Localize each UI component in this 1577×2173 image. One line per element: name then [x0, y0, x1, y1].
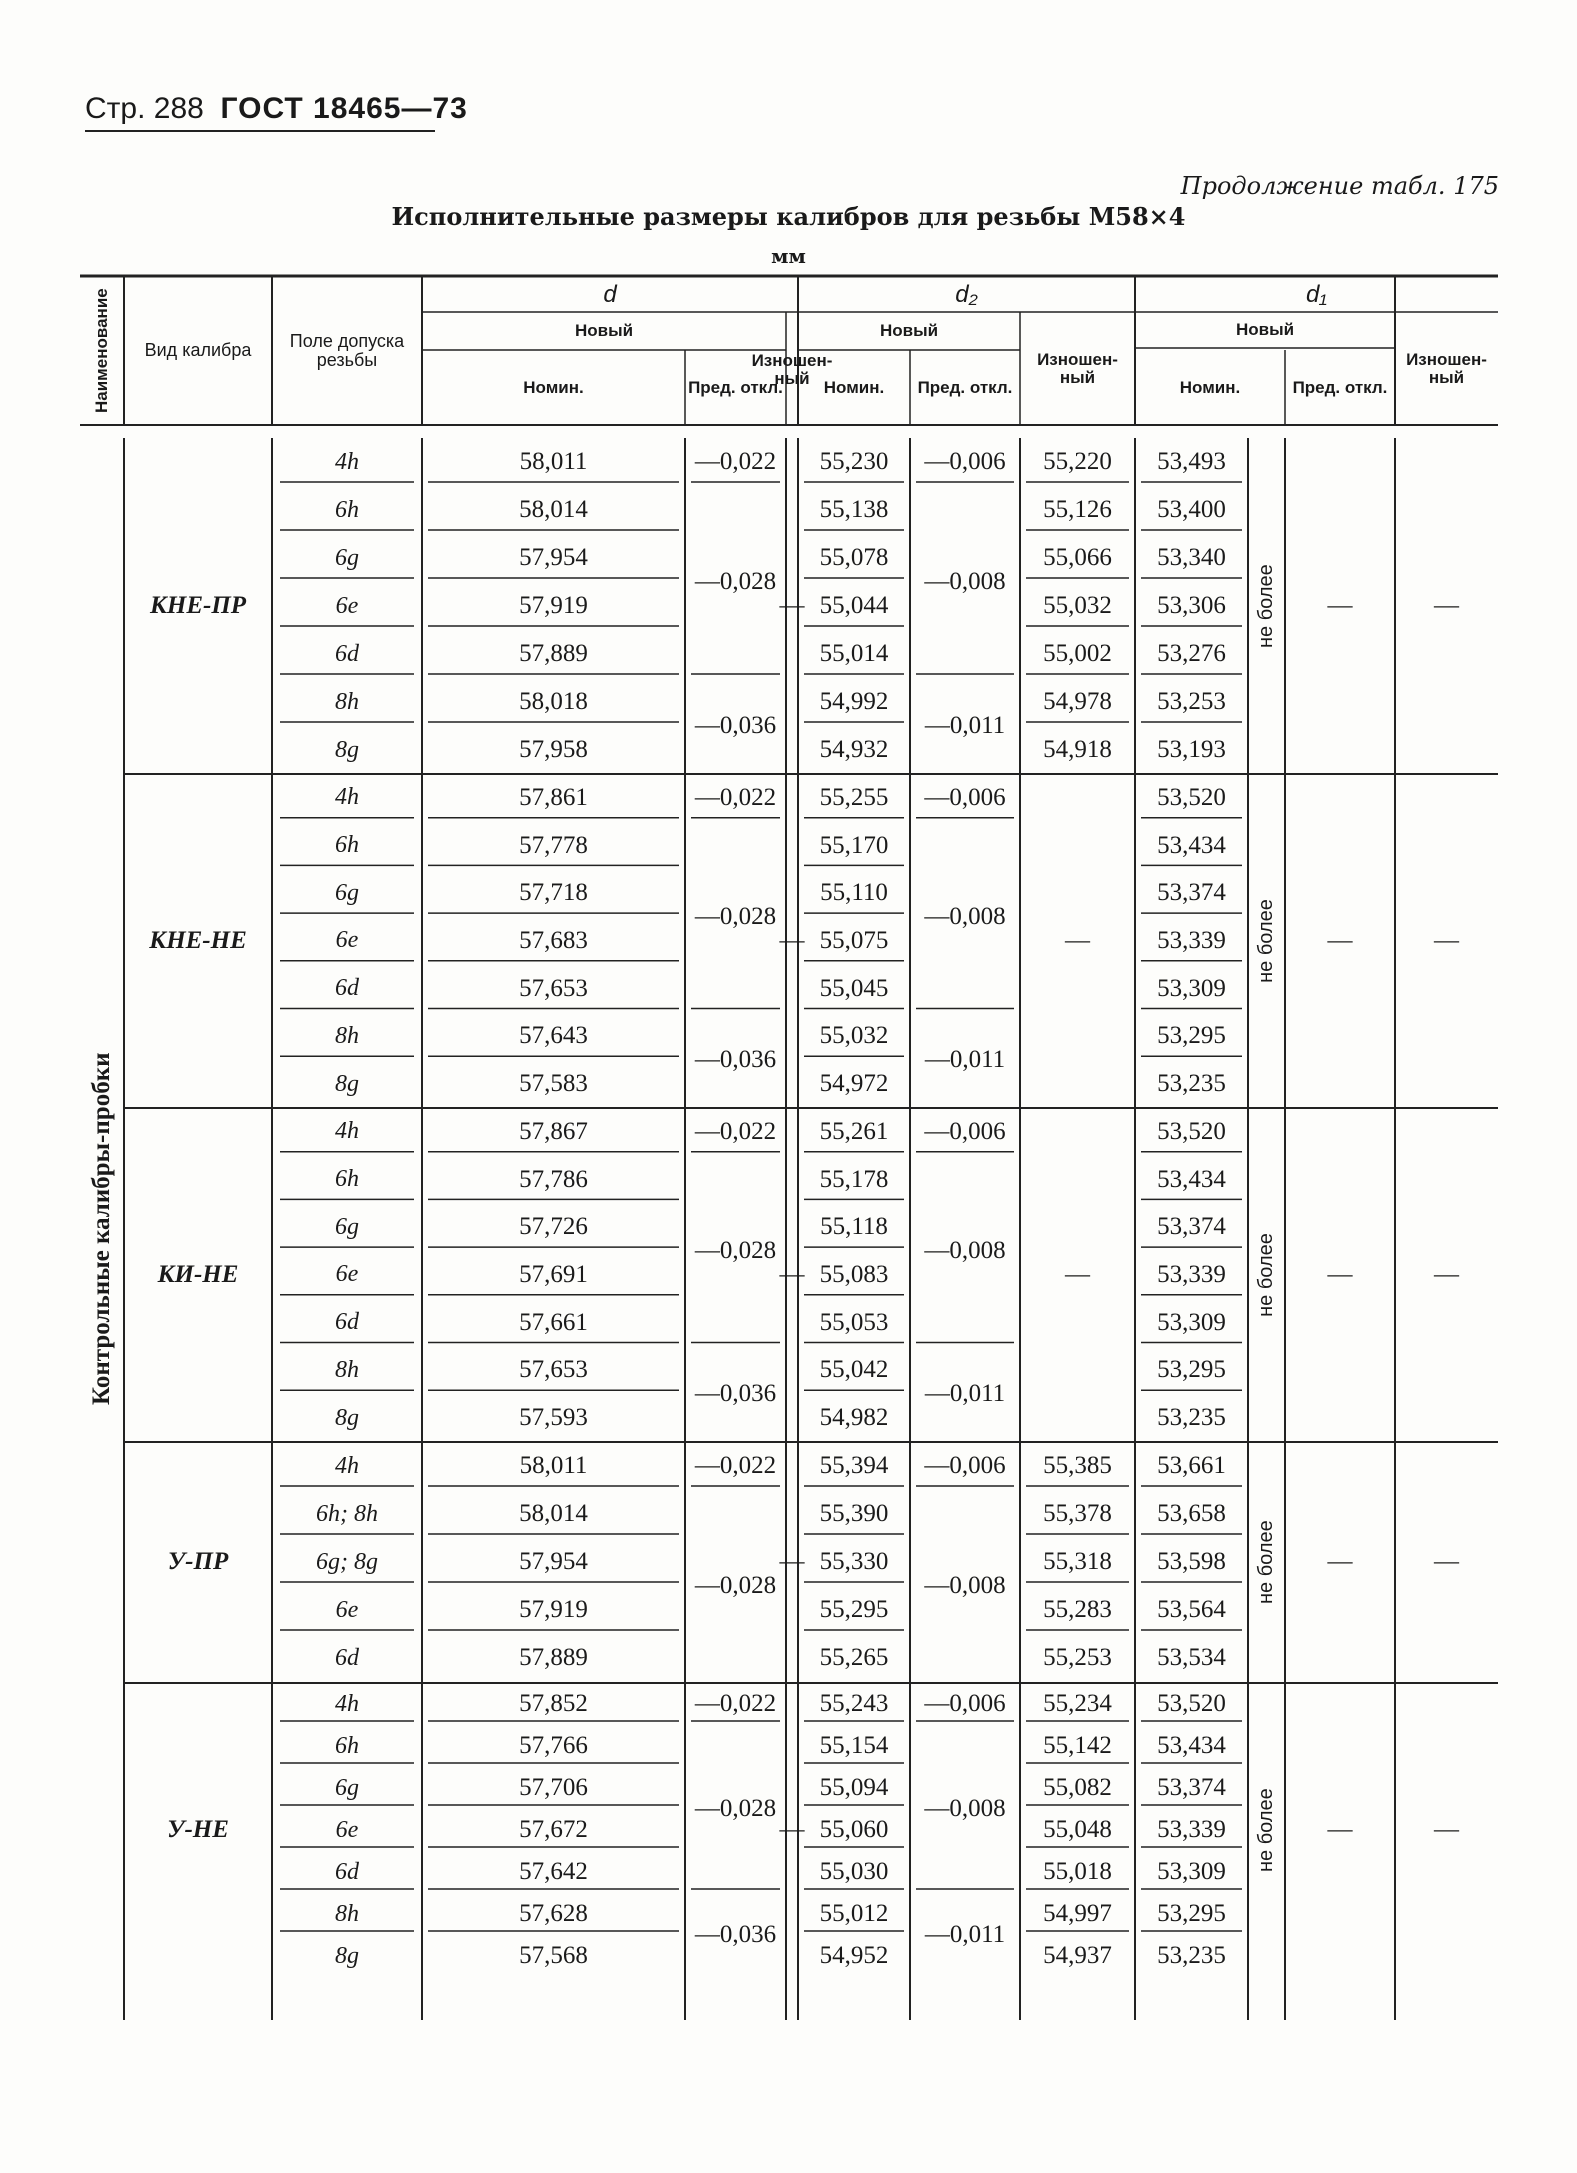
d2-nominal-cell: 55,178	[819, 1165, 889, 1193]
header-d2-new: Новый	[879, 321, 939, 340]
d2-nominal-cell: 55,014	[819, 640, 889, 667]
d2-nominal-cell: 55,110	[820, 879, 888, 907]
header-d2-dev: Пред. откл.	[917, 377, 1013, 397]
d2-worn-cell: 55,220	[1043, 448, 1112, 475]
d1-nominal-cell: 53,340	[1157, 544, 1226, 571]
field-cell: 6e	[335, 1596, 359, 1623]
d1-deviation-cell: —	[1327, 592, 1353, 619]
not-more-label: не более	[1255, 564, 1277, 648]
field-cell: 6h	[335, 1166, 359, 1193]
d1-nominal-cell: 53,295	[1157, 1356, 1226, 1384]
d-deviation-cell: —0,036	[694, 1380, 777, 1408]
side-label: Контрольные калибры-пробки	[88, 1052, 115, 1406]
d2-worn-cell: 55,253	[1043, 1644, 1112, 1671]
d-nominal-cell: 58,014	[519, 496, 588, 523]
d-nominal-cell: 57,889	[519, 640, 588, 667]
d2-nominal-cell: 55,032	[819, 1022, 889, 1050]
field-cell: 6g	[335, 1213, 359, 1240]
d1-nominal-cell: 53,520	[1157, 783, 1226, 811]
header-d1: d₁	[1306, 280, 1327, 308]
d-nominal-cell: 57,766	[519, 1732, 588, 1759]
standard-code: ГОСТ 18465—73	[220, 92, 468, 125]
header-d2-worn: Изношен-ный	[1037, 349, 1118, 387]
d1-nominal-cell: 53,306	[1157, 592, 1226, 619]
field-cell: 6g	[335, 1774, 359, 1801]
d1-nominal-cell: 53,309	[1157, 1308, 1226, 1336]
d-deviation-cell: —0,022	[694, 783, 777, 811]
d-nominal-cell: 57,919	[519, 1596, 588, 1623]
field-cell: 6d	[335, 640, 359, 667]
field-cell: 8h	[335, 688, 359, 715]
d1-nominal-cell: 53,374	[1157, 1213, 1226, 1241]
d2-deviation-cell: —0,006	[924, 1117, 1006, 1145]
d-nominal-cell: 57,786	[519, 1165, 588, 1193]
d2-nominal-cell: 55,118	[820, 1213, 888, 1241]
d-nominal-cell: 57,653	[519, 974, 588, 1002]
header-name: Наименование	[92, 288, 111, 413]
d-nominal-cell: 57,672	[519, 1816, 588, 1843]
not-more-label: не более	[1255, 1788, 1277, 1872]
d-deviation-cell: —0,028	[694, 568, 777, 595]
d2-worn-cell: 55,082	[1043, 1774, 1112, 1801]
d-worn-cell: —	[779, 592, 805, 619]
gauge-type-4: У-НЕ	[167, 1816, 229, 1843]
header-kind: Вид калибра	[144, 340, 252, 360]
d-nominal-cell: 57,726	[519, 1213, 588, 1241]
d-deviation-cell: —0,036	[694, 1046, 777, 1074]
field-cell: 4h	[335, 448, 359, 475]
d1-deviation-cell: —	[1327, 1260, 1353, 1288]
d1-worn-cell: —	[1434, 1816, 1459, 1843]
d1-deviation-cell: —	[1327, 1816, 1353, 1843]
d-deviation-cell: —0,022	[694, 1452, 777, 1479]
d-deviation-cell: —0,028	[694, 1795, 777, 1822]
d2-worn-cell: 55,032	[1043, 592, 1112, 619]
field-cell: 8h	[335, 1900, 359, 1927]
d2-deviation-cell: —0,008	[924, 1572, 1006, 1599]
field-cell: 6d	[335, 975, 359, 1002]
d1-nominal-cell: 53,339	[1157, 926, 1226, 954]
not-more-label: не более	[1255, 1233, 1277, 1317]
d1-nominal-cell: 53,235	[1157, 1404, 1226, 1432]
d2-deviation-cell: —0,006	[924, 448, 1006, 475]
d2-worn-cell: —	[1065, 926, 1090, 954]
d2-nominal-cell: 55,390	[819, 1500, 889, 1527]
d2-nominal-cell: 55,012	[819, 1900, 889, 1927]
d2-worn-cell: 54,937	[1043, 1942, 1112, 1969]
d2-nominal-cell: 55,330	[819, 1548, 889, 1575]
d2-deviation-cell: —0,011	[924, 712, 1006, 739]
field-cell: 6h; 8h	[316, 1500, 378, 1527]
d2-worn-cell: 55,002	[1043, 640, 1112, 667]
d2-deviation-cell: —0,011	[924, 1921, 1006, 1948]
d-nominal-cell: 57,568	[519, 1942, 588, 1969]
table-title: Исполнительные размеры калибров для резьбы М58×4	[391, 202, 1186, 231]
d1-worn-cell: —	[1434, 926, 1459, 954]
d2-worn-cell: 55,385	[1043, 1452, 1112, 1479]
d-nominal-cell: 58,011	[519, 1452, 588, 1479]
d1-nominal-cell: 53,253	[1157, 688, 1226, 715]
header-d-dev: Пред. откл.	[688, 377, 783, 397]
table-unit: мм	[771, 244, 806, 268]
field-cell: 6e	[335, 592, 359, 619]
field-cell: 4h	[335, 784, 359, 811]
d-nominal-cell: 57,718	[519, 879, 588, 907]
d1-nominal-cell: 53,434	[1157, 1165, 1226, 1193]
d1-nominal-cell: 53,564	[1157, 1596, 1226, 1623]
d1-nominal-cell: 53,235	[1157, 1070, 1226, 1098]
d2-deviation-cell: —0,006	[924, 1452, 1006, 1479]
d-nominal-cell: 57,954	[519, 1548, 588, 1575]
d1-worn-cell: —	[1434, 592, 1459, 619]
field-cell: 6h	[335, 496, 359, 523]
d-nominal-cell: 58,014	[519, 1500, 588, 1527]
d2-nominal-cell: 55,030	[819, 1858, 889, 1885]
d1-nominal-cell: 53,295	[1157, 1900, 1226, 1927]
d2-nominal-cell: 55,265	[819, 1644, 889, 1671]
header-d: d	[603, 280, 617, 308]
d1-nominal-cell: 53,661	[1157, 1452, 1226, 1479]
d2-nominal-cell: 55,255	[819, 783, 889, 811]
d1-nominal-cell: 53,658	[1157, 1500, 1226, 1527]
d2-nominal-cell: 54,932	[819, 736, 889, 763]
d2-worn-cell: 55,126	[1043, 496, 1112, 523]
d-nominal-cell: 57,583	[519, 1070, 588, 1098]
d2-worn-cell: —	[1065, 1260, 1090, 1288]
d-nominal-cell: 57,593	[519, 1404, 588, 1432]
d-nominal-cell: 57,919	[519, 592, 588, 619]
d1-nominal-cell: 53,520	[1157, 1117, 1226, 1145]
d1-nominal-cell: 53,534	[1157, 1644, 1226, 1671]
header-d-nom: Номин.	[523, 377, 584, 397]
d-deviation-cell: —0,036	[694, 712, 777, 739]
d1-nominal-cell: 53,235	[1157, 1942, 1226, 1969]
d2-nominal-cell: 54,972	[819, 1070, 889, 1098]
table-continuation: Продолжение табл. 175	[1180, 172, 1499, 200]
d-deviation-cell: —0,022	[694, 1117, 777, 1145]
d1-nominal-cell: 53,434	[1157, 1732, 1226, 1759]
d2-worn-cell: 55,018	[1043, 1858, 1112, 1885]
gauge-type-2: КИ-НЕ	[157, 1260, 239, 1288]
d2-deviation-cell: —0,006	[924, 783, 1006, 811]
gauge-type-0: КНЕ-ПР	[149, 592, 247, 619]
d1-deviation-cell: —	[1327, 1548, 1353, 1575]
d1-nominal-cell: 53,374	[1157, 879, 1226, 907]
d-nominal-cell: 58,011	[519, 448, 588, 475]
d-deviation-cell: —0,028	[694, 1572, 777, 1599]
d2-worn-cell: 55,283	[1043, 1596, 1112, 1623]
d1-nominal-cell: 53,309	[1157, 974, 1226, 1002]
d2-nominal-cell: 55,170	[819, 831, 889, 859]
header-d-new: Новый	[574, 321, 634, 340]
d2-nominal-cell: 54,952	[819, 1942, 889, 1969]
d-nominal-cell: 57,683	[519, 926, 588, 954]
not-more-label: не более	[1255, 899, 1277, 983]
header-d2-nom: Номин.	[823, 377, 885, 397]
d2-deviation-cell: —0,006	[924, 1690, 1006, 1717]
d-nominal-cell: 57,889	[519, 1644, 588, 1671]
header-d1-worn: Изношен-ный	[1406, 349, 1487, 387]
field-cell: 6g	[335, 544, 359, 571]
d2-worn-cell: 55,234	[1043, 1690, 1112, 1717]
d-nominal-cell: 57,861	[519, 783, 588, 811]
field-cell: 6d	[335, 1309, 359, 1336]
d2-deviation-cell: —0,008	[924, 568, 1006, 595]
d1-nominal-cell: 53,276	[1157, 640, 1226, 667]
d2-worn-cell: 55,378	[1043, 1500, 1112, 1527]
field-cell: 6d	[335, 1858, 359, 1885]
d1-nominal-cell: 53,339	[1157, 1816, 1226, 1843]
d-deviation-cell: —0,028	[694, 1237, 777, 1265]
d-worn-cell: —	[779, 1548, 805, 1575]
field-cell: 6e	[335, 1261, 359, 1288]
field-cell: 6g; 8g	[316, 1548, 378, 1575]
d-nominal-cell: 58,018	[519, 688, 588, 715]
d2-nominal-cell: 55,045	[819, 974, 889, 1002]
d1-nominal-cell: 53,493	[1157, 448, 1226, 475]
d2-worn-cell: 55,048	[1043, 1816, 1112, 1843]
d2-nominal-cell: 55,083	[819, 1260, 889, 1288]
d-worn-cell: —	[779, 926, 805, 954]
d2-nominal-cell: 55,060	[819, 1816, 889, 1843]
d-nominal-cell: 57,691	[519, 1260, 588, 1288]
d2-worn-cell: 54,997	[1043, 1900, 1112, 1927]
d2-nominal-cell: 55,138	[819, 496, 889, 523]
d1-nominal-cell: 53,598	[1157, 1548, 1226, 1575]
field-cell: 8g	[335, 736, 359, 763]
field-cell: 8g	[335, 1404, 359, 1431]
not-more-label: не более	[1255, 1520, 1277, 1604]
d-worn-cell: —	[779, 1816, 805, 1843]
header-d1-new: Новый	[1235, 320, 1295, 339]
d2-nominal-cell: 55,243	[819, 1690, 889, 1717]
d2-deviation-cell: —0,008	[924, 903, 1006, 931]
d1-deviation-cell: —	[1327, 926, 1353, 954]
d2-nominal-cell: 55,042	[819, 1356, 889, 1384]
d1-nominal-cell: 53,434	[1157, 831, 1226, 859]
d2-nominal-cell: 54,982	[819, 1404, 889, 1432]
d2-nominal-cell: 55,295	[819, 1596, 889, 1623]
d2-worn-cell: 54,918	[1043, 736, 1112, 763]
d-worn-cell: —	[779, 1260, 805, 1288]
d-nominal-cell: 57,643	[519, 1022, 588, 1050]
d-nominal-cell: 57,867	[519, 1117, 588, 1145]
d2-nominal-cell: 55,078	[819, 544, 889, 571]
d1-nominal-cell: 53,520	[1157, 1690, 1226, 1717]
d-nominal-cell: 57,958	[519, 736, 588, 763]
d2-deviation-cell: —0,011	[924, 1380, 1006, 1408]
d-deviation-cell: —0,036	[694, 1921, 777, 1948]
d1-nominal-cell: 53,193	[1157, 736, 1226, 763]
d2-nominal-cell: 55,044	[819, 592, 889, 619]
field-cell: 6e	[335, 927, 359, 954]
d1-nominal-cell: 53,374	[1157, 1774, 1226, 1801]
d1-nominal-cell: 53,295	[1157, 1022, 1226, 1050]
d2-nominal-cell: 55,230	[819, 448, 889, 475]
header-d-worn: Изношен-ный	[751, 351, 833, 388]
d-deviation-cell: —0,022	[694, 448, 777, 475]
d-nominal-cell: 57,852	[519, 1690, 588, 1717]
field-cell: 8h	[335, 1356, 359, 1383]
d2-deviation-cell: —0,008	[924, 1237, 1006, 1265]
d2-nominal-cell: 55,261	[819, 1117, 889, 1145]
field-cell: 6h	[335, 832, 359, 859]
d1-nominal-cell: 53,339	[1157, 1260, 1226, 1288]
d-nominal-cell: 57,954	[519, 544, 588, 571]
d2-nominal-cell: 55,154	[819, 1732, 889, 1759]
d-nominal-cell: 57,628	[519, 1900, 588, 1927]
d-deviation-cell: —0,028	[694, 903, 777, 931]
gauge-type-3: У-ПР	[167, 1548, 229, 1575]
d-nominal-cell: 57,706	[519, 1774, 588, 1801]
header-field: Поле допуска резьбы	[289, 330, 405, 370]
d1-worn-cell: —	[1434, 1260, 1459, 1288]
d2-worn-cell: 54,978	[1043, 688, 1112, 715]
d2-nominal-cell: 55,094	[819, 1774, 889, 1801]
field-cell: 6e	[335, 1816, 359, 1843]
page-number: Стр. 288	[85, 92, 204, 125]
field-cell: 4h	[335, 1452, 359, 1479]
d2-nominal-cell: 55,075	[819, 926, 889, 954]
field-cell: 8g	[335, 1942, 359, 1969]
d1-worn-cell: —	[1434, 1548, 1459, 1575]
d1-nominal-cell: 53,309	[1157, 1858, 1226, 1885]
d-deviation-cell: —0,022	[694, 1690, 777, 1717]
header-d1-nom: Номин.	[1179, 377, 1241, 397]
d-nominal-cell: 57,653	[519, 1356, 588, 1384]
field-cell: 6d	[335, 1644, 359, 1671]
field-cell: 8h	[335, 1022, 359, 1049]
d-nominal-cell: 57,642	[519, 1858, 588, 1885]
d2-deviation-cell: —0,008	[924, 1795, 1006, 1822]
d2-worn-cell: 55,142	[1043, 1732, 1112, 1759]
d-nominal-cell: 57,661	[519, 1308, 588, 1336]
field-cell: 8g	[335, 1070, 359, 1097]
gauge-type-1: КНЕ-НЕ	[149, 926, 247, 954]
d2-worn-cell: 55,066	[1043, 544, 1112, 571]
d-nominal-cell: 57,778	[519, 831, 588, 859]
header-d2: d₂	[955, 280, 978, 308]
d1-nominal-cell: 53,400	[1157, 496, 1226, 523]
field-cell: 4h	[335, 1118, 359, 1145]
d2-worn-cell: 55,318	[1043, 1548, 1112, 1575]
d2-deviation-cell: —0,011	[924, 1046, 1006, 1074]
field-cell: 6h	[335, 1732, 359, 1759]
field-cell: 6g	[335, 879, 359, 906]
d2-nominal-cell: 55,053	[819, 1308, 889, 1336]
header-d1-dev: Пред. откл.	[1292, 377, 1388, 397]
d2-nominal-cell: 54,992	[819, 688, 889, 715]
d2-nominal-cell: 55,394	[819, 1452, 889, 1479]
field-cell: 4h	[335, 1690, 359, 1717]
